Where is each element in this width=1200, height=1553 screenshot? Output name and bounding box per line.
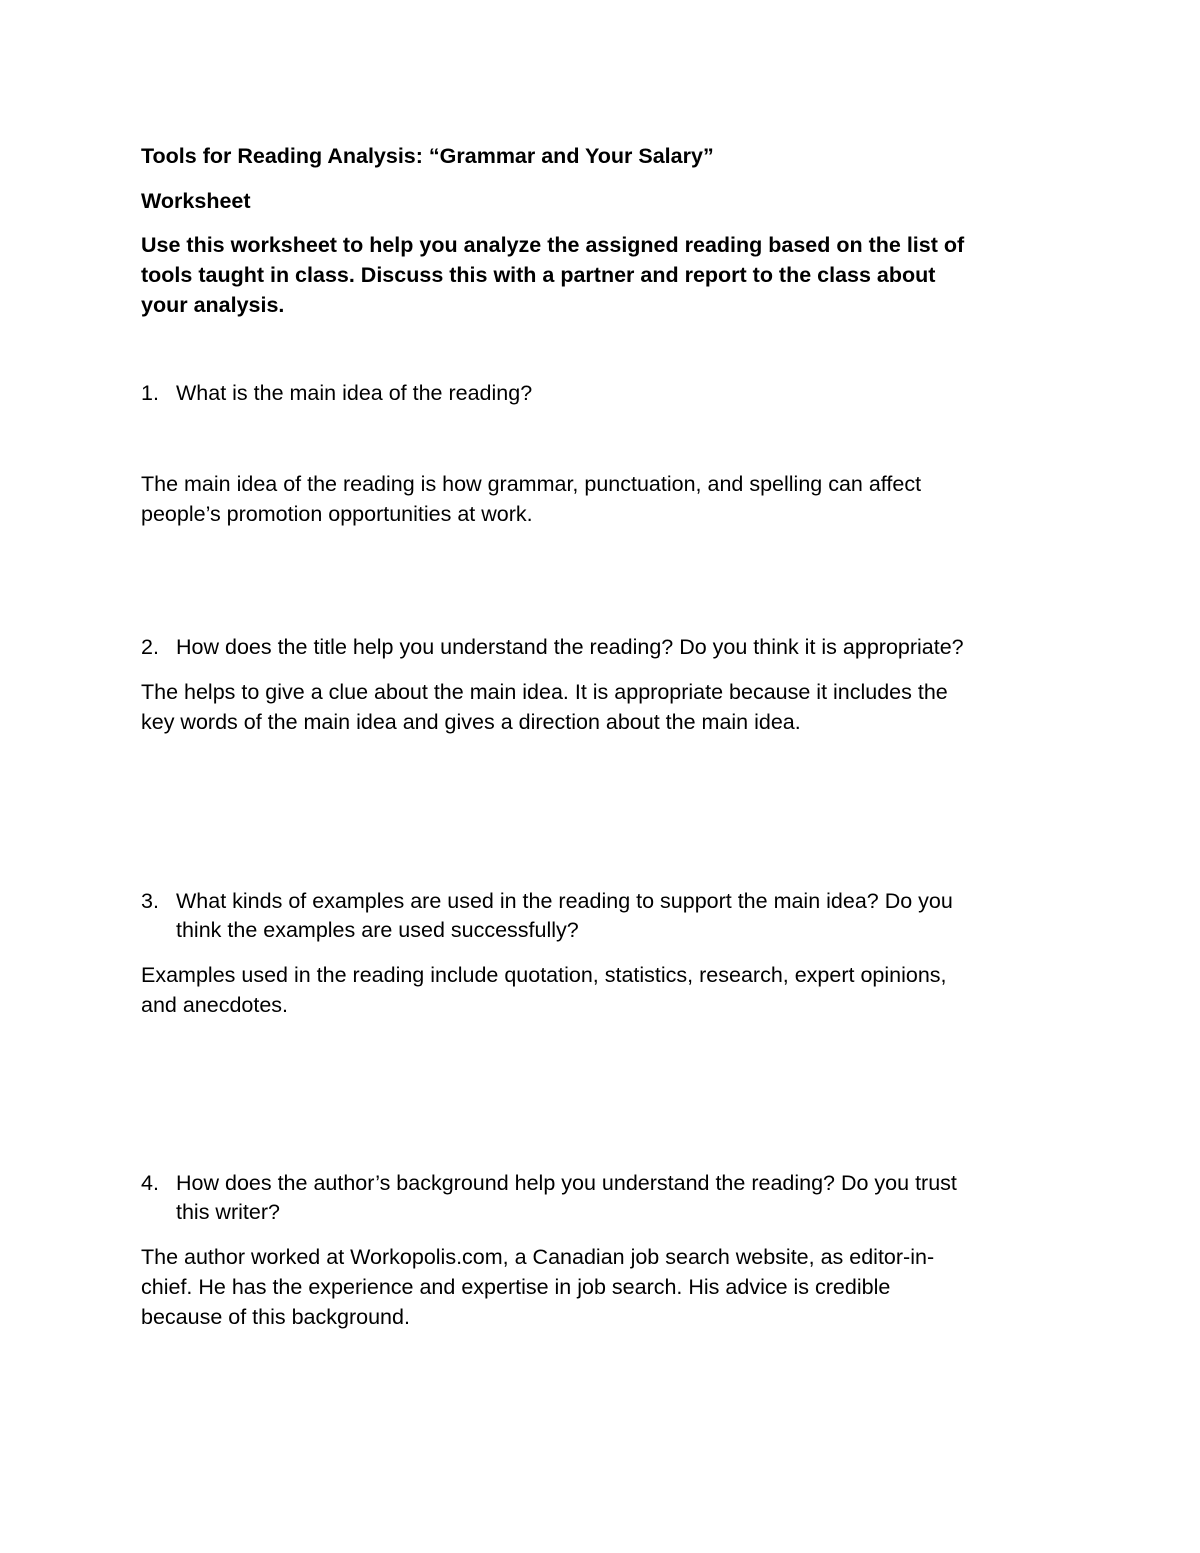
question-text: What is the main idea of the reading? (176, 381, 533, 405)
answer-line: because of this background. (141, 1305, 410, 1329)
answer-line: The helps to give a clue about the main idea. It is appropriate because it includes the (141, 680, 948, 704)
answer-4 (141, 1242, 1061, 1332)
question-1 (141, 379, 1061, 408)
answer-line: and anecdotes. (141, 993, 289, 1017)
question-3 (141, 887, 1061, 945)
question-text: What kinds of examples are used in the reading to support the main idea? Do you think the examples are used successfully? (176, 889, 953, 942)
answer-line: The main idea of the reading is how grammar, punctuation, and spelling can affect (141, 472, 922, 496)
question-number: 4. (141, 1171, 159, 1195)
instructions-line: Use this worksheet to help you analyze the assigned reading based on the list of (141, 233, 965, 257)
answer-line: people’s promotion opportunities at work. (141, 502, 533, 526)
answer-line: chief. He has the experience and expertise in job search. His advice is credible (141, 1275, 891, 1299)
question-4 (141, 1169, 1061, 1227)
answer-2 (141, 677, 1061, 737)
answer-line: The author worked at Workopolis.com, a Canadian job search website, as editor-in- (141, 1245, 935, 1269)
answer-line: Examples used in the reading include quotation, statistics, research, expert opinions, (141, 963, 947, 987)
question-text: How does the author’s background help you understand the reading? Do you trust this writer? (176, 1171, 957, 1224)
question-number: 1. (141, 381, 159, 405)
answer-1 (141, 469, 1061, 529)
answer-line: key words of the main idea and gives a direction about the main idea. (141, 710, 801, 734)
document-subtitle: Worksheet (141, 189, 251, 213)
question-text: How does the title help you understand the reading? Do you think it is appropriate? (176, 635, 964, 659)
document-title: Tools for Reading Analysis: “Grammar and Your Salary” (141, 144, 714, 168)
question-2 (141, 633, 1061, 662)
question-number: 3. (141, 889, 159, 913)
instructions-line: your analysis. (141, 293, 285, 317)
answer-3 (141, 960, 1061, 1020)
question-number: 2. (141, 635, 159, 659)
instructions-line: tools taught in class. Discuss this with a partner and report to the class about (141, 263, 936, 287)
